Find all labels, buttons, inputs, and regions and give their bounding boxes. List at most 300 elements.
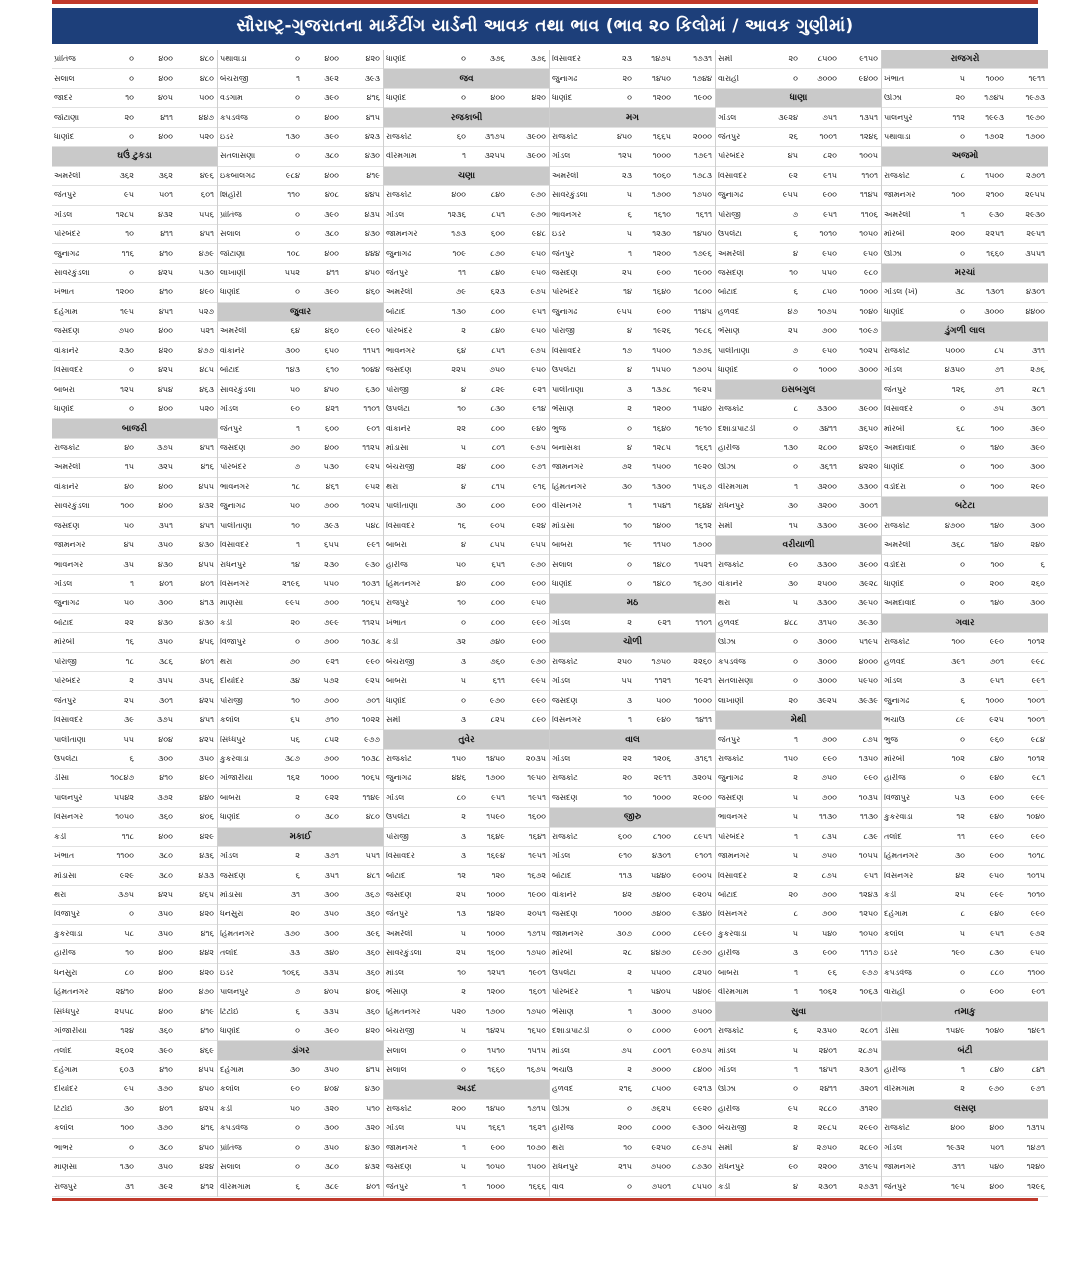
market-name: સમી	[718, 1143, 733, 1152]
max-price: ૩૬૦	[365, 967, 380, 977]
table-row	[882, 283, 1048, 302]
max-price: ૧૫૨૧	[694, 559, 712, 569]
market-name: હિંમતનગર	[884, 852, 919, 861]
min-price: ૧૦૦૧	[819, 131, 837, 141]
table-row	[218, 1177, 383, 1196]
commodity-header: જીરુ	[550, 808, 715, 827]
arrival-quantity: ૧	[628, 715, 632, 725]
arrival-quantity: ૮૦	[456, 792, 466, 802]
arrival-quantity: ૧૪	[623, 287, 632, 297]
min-price: ૯૦૦	[490, 1142, 505, 1152]
min-price: ૭૪૦	[489, 637, 505, 647]
market-name: સમી	[718, 521, 733, 530]
min-price: ૩૭૦	[157, 1084, 173, 1094]
market-name: બનાસકા	[552, 443, 581, 452]
max-price: ૧૨૯૬	[1027, 1181, 1045, 1191]
market-name: રાજકોટ	[386, 754, 412, 763]
max-price: ૧૦૪૪	[361, 365, 380, 375]
min-price: ૧૪૫૧	[818, 1064, 837, 1074]
max-price: ૧૬૦૧	[528, 987, 546, 997]
arrival-quantity: ૧૭	[622, 345, 632, 355]
market-name: અમરેલી	[386, 288, 413, 297]
max-price: ૪૯૬	[199, 170, 214, 180]
max-price: ૨૭૦૧	[1026, 170, 1045, 180]
market-name: વિસાવદર	[552, 55, 581, 64]
max-price: ૪૫૫	[198, 481, 214, 491]
min-price: ૯૨૫	[989, 715, 1004, 725]
max-price: ૨૮૭૫	[858, 1045, 878, 1055]
min-price: ૮૦૦૦	[652, 928, 671, 938]
max-price: ૧૬૭૦	[693, 579, 712, 589]
arrival-quantity: ૪૮૮	[784, 617, 798, 627]
arrival-quantity: ૬	[627, 209, 632, 219]
table-row	[52, 458, 217, 477]
commodity-header: અજમો	[882, 147, 1048, 166]
max-price: ૪૬૫	[199, 890, 214, 900]
arrival-quantity: ૧૦૬૬	[282, 967, 300, 977]
table-row	[52, 1022, 217, 1041]
max-price: ૪૧૫	[365, 1064, 380, 1074]
market-name: તલોદ	[220, 949, 238, 958]
max-price: ૧૭૧૫	[527, 928, 546, 938]
market-name: ગોંડલ	[552, 852, 571, 861]
min-price: ૩૫૦	[157, 637, 173, 647]
min-price: ૮૦૦	[490, 579, 505, 589]
table-row	[52, 1100, 217, 1119]
market-name: જુનાગઢ	[718, 774, 744, 783]
table-row	[716, 167, 881, 186]
max-price: ૮૯૫૧	[693, 831, 712, 841]
table-row	[384, 925, 549, 944]
min-price: ૧૪૫૦	[652, 73, 671, 83]
max-price: ૩૧૬૧	[694, 753, 712, 763]
max-price: ૧૪૭૧	[1026, 1142, 1045, 1152]
arrival-quantity: ૩૩	[289, 948, 300, 958]
market-name: ઊંઝા	[552, 1104, 570, 1113]
market-name: માણસા	[54, 1163, 78, 1172]
table-column	[882, 50, 1048, 1197]
table-row	[550, 886, 715, 905]
market-name: જામનગર	[884, 191, 916, 200]
table-row	[550, 1158, 715, 1177]
market-name: ગોંડલ	[386, 210, 405, 219]
max-price: ૧૯૧૦	[694, 423, 712, 433]
market-name: જેતપુર	[718, 735, 741, 744]
commodity-header: લસણ	[882, 1100, 1048, 1119]
table-row	[550, 283, 715, 302]
arrival-quantity: ૨૨	[622, 753, 632, 763]
max-price: ૯૭૧	[1030, 1084, 1045, 1094]
min-price: ૩૫૫	[157, 676, 173, 686]
max-price: ૨૯૯૦	[859, 1123, 878, 1133]
arrival-quantity: ૭	[792, 209, 798, 219]
market-name: રાજકોટ	[718, 560, 744, 569]
arrival-quantity: ૪૦૦	[451, 190, 466, 200]
max-price: ૩૩૦૦	[857, 481, 878, 491]
min-price: ૧૫૦૦	[652, 345, 671, 355]
min-price: ૫૪૦	[988, 1162, 1004, 1172]
market-name: કુકરવાડા	[884, 813, 913, 822]
table-row	[716, 303, 881, 322]
table-row	[716, 847, 881, 866]
market-name: બાબરા	[386, 541, 407, 550]
arrival-quantity: ૫	[460, 442, 466, 452]
table-row	[218, 50, 383, 69]
min-price: ૧૨૦૦	[652, 248, 671, 258]
min-price: ૩૩૦૦	[816, 404, 837, 414]
max-price: ૪૪૫	[364, 190, 380, 200]
table-row	[218, 575, 383, 594]
commodity-header: બટેટા	[882, 497, 1048, 516]
market-name: હિંમતનગર	[386, 580, 421, 589]
max-price: ૯૫૨	[365, 481, 380, 491]
market-name: વિસાવદર	[54, 366, 83, 375]
min-price: ૧૩૦૦	[652, 481, 671, 491]
market-name: કડી	[386, 638, 399, 647]
max-price: ૯૨૫	[365, 462, 380, 472]
table-row	[384, 1100, 549, 1119]
min-price: ૭૦૦૦	[816, 73, 837, 83]
commodity-header: જુવાર	[218, 303, 383, 322]
max-price: ૪૦૦૦	[858, 656, 878, 666]
table-row	[218, 128, 383, 147]
arrival-quantity: ૧૫	[788, 520, 798, 530]
table-row	[550, 1022, 715, 1041]
table-row	[882, 964, 1048, 983]
max-price: ૧૦૦૧	[1027, 715, 1045, 725]
market-name: જુનાગઢ	[386, 774, 412, 783]
table-row	[550, 128, 715, 147]
market-name: થરા	[552, 1143, 565, 1152]
arrival-quantity: ૨૬	[788, 131, 798, 141]
market-name: પાલીતાણા	[718, 346, 750, 355]
commodity-header: વાલ	[550, 730, 715, 749]
min-price: ૮૪૦	[989, 1064, 1004, 1074]
table-row	[52, 264, 217, 283]
arrival-quantity: ૬	[295, 1181, 300, 1191]
arrival-quantity: ૧૯૦	[951, 948, 965, 958]
market-name: ખંભાત	[54, 288, 75, 297]
arrival-quantity: ૧૧	[458, 268, 466, 278]
max-price: ૩૭૬	[530, 54, 546, 64]
min-price: ૯૫૧	[823, 209, 837, 219]
min-price: ૮૨૫	[490, 715, 505, 725]
table-row	[716, 653, 881, 672]
min-price: ૨૩૦૧	[818, 1181, 837, 1191]
min-price: ૪૧૦	[159, 773, 173, 783]
max-price: ૪૪૦	[199, 792, 214, 802]
max-price: ૯૫૧	[864, 870, 878, 880]
arrival-quantity: ૬	[295, 870, 300, 880]
market-name: હળવદ	[552, 1085, 574, 1094]
arrival-quantity: ૦	[129, 73, 134, 83]
max-price: ૨૯૫૫	[1025, 190, 1045, 200]
market-name: ભચાઉ	[884, 716, 905, 725]
min-price: ૪૦૦	[158, 131, 173, 141]
arrival-quantity: ૦	[461, 1064, 466, 1074]
market-name: ગોંડલ	[552, 754, 571, 763]
min-price: ૩૩૫	[323, 1006, 339, 1016]
min-price: ૬૫૧	[491, 559, 505, 569]
max-price: ૪૯૦	[199, 287, 214, 297]
table-row	[882, 886, 1048, 905]
max-price: ૯૯૦	[531, 617, 546, 627]
min-price: ૧૪૦	[990, 442, 1004, 452]
arrival-quantity: ૨૨૫	[451, 365, 466, 375]
min-price: ૭૬૦	[490, 656, 505, 666]
min-price: ૯૬	[827, 967, 837, 977]
table-row	[550, 380, 715, 399]
market-name: કડી	[220, 618, 233, 627]
market-name: દહેગામ	[54, 307, 78, 316]
table-row	[882, 536, 1048, 555]
arrival-quantity: ૦	[129, 131, 134, 141]
market-name: ગોંડલ	[884, 677, 903, 686]
arrival-quantity: ૧૦	[125, 93, 134, 103]
max-price: ૧૦૧૨	[1027, 753, 1045, 763]
market-name: વીરમગામ	[386, 152, 417, 161]
table-row	[716, 983, 881, 1002]
market-name: ગોંડલ	[718, 1065, 737, 1074]
arrival-quantity: ૧૦	[125, 948, 134, 958]
min-price: ૪૧૧	[160, 229, 173, 239]
min-price: ૧૫૯૦	[486, 812, 505, 822]
market-name: સાવરકુંડલા	[54, 502, 90, 511]
commodity-header: જવ	[384, 69, 549, 88]
max-price: ૪૬૯	[199, 1045, 214, 1055]
max-price: ૧૭૪૪	[692, 73, 712, 83]
market-name: જામનગર	[884, 1163, 916, 1172]
max-price: ૯૦૦૫	[692, 870, 712, 880]
arrival-quantity: ૧૨	[457, 870, 466, 880]
arrival-quantity: ૨૫	[622, 268, 632, 278]
arrival-quantity: ૪૦	[124, 442, 134, 452]
table-row	[52, 322, 217, 341]
min-price: ૧૬૪૯	[486, 831, 505, 841]
table-row	[52, 1177, 217, 1196]
table-row	[716, 478, 881, 497]
commodity-header: ઇસબગુલ	[716, 380, 881, 399]
max-price: ૩૯૦૦	[526, 151, 546, 161]
table-row	[882, 905, 1048, 924]
table-row	[716, 691, 881, 710]
min-price: ૩૯૦	[324, 209, 339, 219]
arrival-quantity: ૫૦	[123, 598, 134, 608]
max-price: ૪૩૩	[198, 870, 214, 880]
table-row	[716, 575, 881, 594]
arrival-quantity: ૧	[794, 831, 798, 841]
arrival-quantity: ૨૩	[621, 54, 632, 64]
table-row	[52, 380, 217, 399]
arrival-quantity: ૮	[960, 909, 965, 919]
max-price: ૧૦૬૫	[361, 598, 380, 608]
table-row	[384, 711, 549, 730]
max-price: ૪૩૬	[199, 851, 214, 861]
table-column	[716, 50, 882, 1197]
table-row	[384, 847, 549, 866]
market-name: લાખાણી	[220, 269, 246, 278]
arrival-quantity: ૧૫૦	[784, 753, 798, 763]
min-price: ૫૫૦	[323, 579, 339, 589]
market-name: ખંભાત	[54, 852, 75, 861]
table-row	[384, 866, 549, 885]
min-price: ૮૭૫	[821, 870, 837, 880]
market-name: ઉપલેટા	[54, 754, 78, 763]
arrival-quantity: ૧૦	[457, 967, 466, 977]
arrival-quantity: ૭	[294, 462, 300, 472]
max-price: ૧૯૨૫	[693, 384, 712, 394]
arrival-quantity: ૨૫	[124, 695, 134, 705]
arrival-quantity: ૦	[960, 967, 965, 977]
arrival-quantity: ૦	[793, 73, 798, 83]
max-price: ૩૯૦૦	[858, 559, 878, 569]
table-row	[218, 478, 383, 497]
table-row	[716, 1041, 881, 1060]
arrival-quantity: ૨	[461, 987, 466, 997]
max-price: ૧૧૦૬	[860, 209, 878, 219]
market-name: સાવરકુંડલા	[552, 191, 588, 200]
arrival-quantity: ૧૬	[125, 637, 134, 647]
commodity-header: બંટી	[882, 1041, 1048, 1060]
max-price: ૯૯૧	[366, 540, 380, 550]
min-price: ૩૨૦	[324, 1103, 339, 1113]
min-price: ૮૩૫	[822, 831, 837, 841]
max-price: ૧૭૫૦	[692, 190, 712, 200]
min-price: ૨૯૮૫	[817, 1123, 837, 1133]
arrival-quantity: ૪૦૦	[950, 1123, 965, 1133]
table-row	[550, 1139, 715, 1158]
market-name: પોરાજી	[552, 327, 575, 336]
arrival-quantity: ૧	[130, 579, 134, 589]
max-price: ૯૫૦	[531, 598, 546, 608]
min-price: ૩૧૫૦	[817, 617, 837, 627]
arrival-quantity: ૭૦	[289, 656, 300, 666]
commodity-header: ડુંગળી લાલ	[882, 322, 1048, 341]
arrival-quantity: ૫૫	[621, 676, 632, 686]
table-row	[218, 1139, 383, 1158]
arrival-quantity: ૭૦	[289, 442, 300, 452]
table-row	[716, 944, 881, 963]
table-row	[384, 303, 549, 322]
max-price: ૪૭૭	[197, 345, 214, 355]
market-name: પાલનપુર	[54, 793, 83, 802]
table-row	[716, 419, 881, 438]
table-row	[52, 983, 217, 1002]
arrival-quantity: ૮૯	[955, 715, 965, 725]
market-name: વિસાવદર	[386, 521, 415, 530]
table-row	[384, 128, 549, 147]
min-price: ૧૧૩૦	[819, 812, 837, 822]
max-price: ૪૦૧	[366, 1181, 380, 1191]
table-row	[882, 672, 1048, 691]
arrival-quantity: ૫૬	[290, 734, 300, 744]
max-price: ૩૯૦૦	[526, 131, 546, 141]
market-name: કડી	[718, 1182, 731, 1191]
max-price: ૩૯૦	[1030, 423, 1045, 433]
table-row	[716, 769, 881, 788]
min-price: ૯૨૧	[657, 617, 671, 627]
market-name: રાજપુર	[54, 1182, 77, 1191]
market-name: જેતપુર	[54, 191, 77, 200]
arrival-quantity: ૪	[627, 442, 632, 452]
market-name: વિજાપુર	[54, 910, 81, 919]
market-name: બેચરાજી	[386, 463, 415, 472]
max-price: ૩૧૨૦	[859, 1103, 878, 1113]
arrival-quantity: ૨	[793, 773, 798, 783]
arrival-quantity: ૦	[960, 404, 965, 414]
table-row	[218, 750, 383, 769]
table-row	[716, 1119, 881, 1138]
min-price: ૭૬૨૫	[651, 1103, 671, 1113]
market-name: મોડાસા	[552, 521, 575, 530]
arrival-quantity: ૨૦	[290, 909, 300, 919]
min-price: ૫૪૪૦	[651, 870, 671, 880]
arrival-quantity: ૩૭૦	[284, 928, 300, 938]
commodity-header: સુવા	[716, 1002, 881, 1021]
market-name: રાધનપુર	[718, 1163, 745, 1172]
max-price: ૪૫૧	[199, 229, 214, 239]
market-name: સલાલ	[54, 74, 75, 83]
min-price: ૧૯૯૩	[985, 112, 1004, 122]
min-price: ૬૦૦	[490, 229, 505, 239]
min-price: ૯૦૦	[989, 987, 1004, 997]
arrival-quantity: ૫	[792, 812, 798, 822]
arrival-quantity: ૧૧૮	[121, 831, 134, 841]
market-name: જસદણ	[54, 521, 80, 530]
min-price: ૧૪૦	[990, 598, 1004, 608]
arrival-quantity: ૩૭૫	[117, 890, 134, 900]
arrival-quantity: ૫૫૪૨	[113, 792, 134, 802]
min-price: ૨૩૫૦	[816, 1026, 837, 1036]
table-row	[550, 1177, 715, 1196]
market-name: ઊંઝા	[718, 638, 736, 647]
arrival-quantity: ૫	[959, 73, 965, 83]
max-price: ૧૧૦૧	[363, 404, 380, 414]
market-name: ધાણોદ	[884, 463, 905, 472]
max-price: ૪૫૫	[198, 1064, 214, 1074]
arrival-quantity: ૩૧૧	[951, 1162, 965, 1172]
arrival-quantity: ૦	[461, 695, 466, 705]
arrival-quantity: ૨	[627, 617, 632, 627]
market-name: જેતપુર	[54, 696, 77, 705]
arrival-quantity: ૫૫૨	[284, 268, 300, 278]
arrival-quantity: ૨૦૦	[950, 229, 965, 239]
min-price: ૩૯૨૫	[816, 695, 837, 705]
table-row	[716, 614, 881, 633]
market-name: જામનગર	[552, 929, 584, 938]
table-row	[882, 847, 1048, 866]
market-name: ગોંડલ	[220, 405, 239, 414]
market-name: પોરાજી	[386, 385, 409, 394]
market-name: ધાણોદ	[884, 580, 905, 589]
table-row	[52, 1061, 217, 1080]
min-price: ૩૦૦૦	[817, 656, 837, 666]
arrival-quantity: ૧૧૩	[618, 870, 632, 880]
max-price: ૧૫૪૦	[693, 404, 712, 414]
arrival-quantity: ૪	[793, 1181, 798, 1191]
table-row	[218, 866, 383, 885]
max-price: ૯૭૫	[530, 287, 546, 297]
table-row	[218, 225, 383, 244]
market-name: પોરબંદર	[54, 677, 81, 686]
arrival-quantity: ૨૦	[788, 54, 798, 64]
arrival-quantity: ૧	[961, 1064, 965, 1074]
min-price: ૭૦૧	[989, 656, 1004, 666]
min-price: ૧૬૯૪	[486, 851, 505, 861]
table-row	[52, 711, 217, 730]
min-price: ૯૨૫૦	[651, 1142, 671, 1152]
max-price: ૧૭૧૫	[527, 1103, 546, 1113]
